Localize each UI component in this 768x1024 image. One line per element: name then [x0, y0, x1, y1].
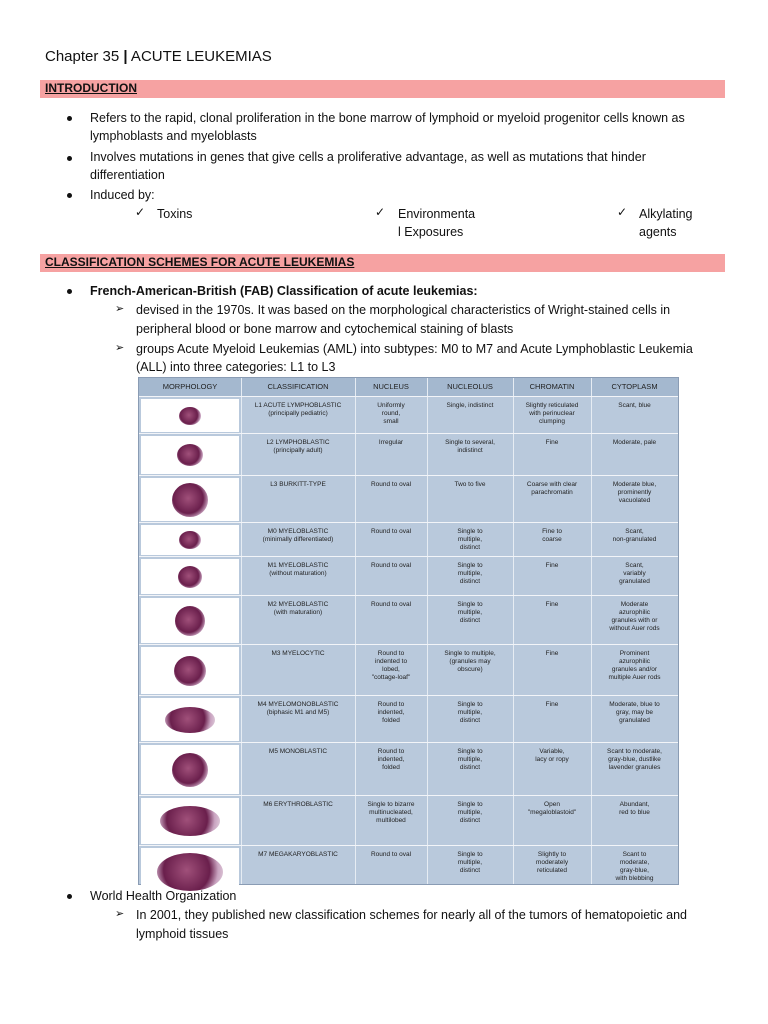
- cell-line: lacy or ropy: [535, 756, 569, 763]
- cell-class: [241, 562, 355, 578]
- bullet-dot: [67, 289, 72, 294]
- cell-line: Round to oval: [370, 481, 412, 488]
- cell-nucleus: [355, 601, 427, 609]
- cell-line: indented,: [377, 756, 405, 763]
- cell-line: with perinuclear: [529, 410, 575, 417]
- blast-cell-image: [178, 566, 202, 588]
- table-row: [139, 795, 678, 846]
- cell-line: multinucleated,: [369, 809, 413, 816]
- cell-cytoplasm: [591, 528, 678, 544]
- table-header: [139, 378, 678, 396]
- fab-sub2-line1: groups Acute Myeloid Leukemias (AML) into subtypes: M0 to M7 and Acute Lymphoblastic Leukemia: [136, 342, 693, 356]
- cell-nucleus: [355, 801, 427, 825]
- cell-line: Single to: [457, 562, 483, 569]
- cell-line: M5 MONOBLASTIC: [268, 748, 328, 755]
- cell-line: Scant to moderate,: [607, 748, 662, 755]
- fab-sub1-line2: peripheral blood or bone marrow and cytochemical staining of blasts: [136, 322, 514, 336]
- cell-micrograph: [141, 525, 239, 555]
- cell-line: folded: [382, 717, 400, 724]
- section-heading-introduction: INTRODUCTION: [45, 81, 137, 95]
- cell-class: [241, 801, 355, 809]
- cell-line: M7 MEGAKARYOBLASTIC: [258, 851, 338, 858]
- cell-nucleolus: [427, 439, 513, 455]
- blast-cell-image: [179, 531, 201, 549]
- table-row: [139, 433, 678, 476]
- cell-line: indented,: [377, 709, 405, 716]
- cell-nucleus: [355, 650, 427, 682]
- cell-line: multiple,: [457, 709, 483, 716]
- table-row: [139, 522, 678, 557]
- cell-chromatin: [513, 481, 591, 497]
- cell-micrograph: [141, 798, 239, 844]
- cell-line: Scant,: [625, 562, 644, 569]
- section-heading-classification: CLASSIFICATION SCHEMES FOR ACUTE LEUKEMIAS: [45, 255, 355, 269]
- fab-heading: French-American-British (FAB) Classification of acute leukemias:: [90, 284, 478, 298]
- cell-nucleus: [355, 402, 427, 426]
- cell-line: multiple,: [457, 570, 483, 577]
- cell-line: Slightly to: [537, 851, 567, 858]
- cell-chromatin: [513, 402, 591, 426]
- cell-class: [241, 439, 355, 455]
- cell-line: with blebbing: [615, 875, 654, 882]
- cell-line: vacuolated: [618, 497, 651, 504]
- blast-cell-image: [179, 407, 201, 425]
- blast-cell-image: [157, 853, 223, 891]
- cell-micrograph: [141, 698, 239, 741]
- cell-line: "cottage-loaf": [371, 674, 411, 681]
- cell-cytoplasm: [591, 402, 678, 410]
- cell-line: lavender granules: [608, 764, 661, 771]
- cell-line: Scant,: [625, 528, 644, 535]
- cell-cytoplasm: [591, 801, 678, 817]
- table-row: [139, 396, 678, 434]
- cell-nucleus: [355, 528, 427, 536]
- cell-line: Coarse with clear: [526, 481, 578, 488]
- cell-line: Round to: [377, 748, 405, 755]
- induced-env-1: Environmenta: [398, 207, 476, 221]
- cell-class: [241, 601, 355, 617]
- cell-nucleolus: [427, 851, 513, 875]
- cell-nucleolus: [427, 748, 513, 772]
- cell-class: [241, 650, 355, 658]
- cell-micrograph: [141, 559, 239, 594]
- cell-nucleolus: [427, 402, 513, 410]
- arrow-bullet-icon: ➢: [115, 908, 125, 920]
- cell-line: Moderate, pale: [612, 439, 657, 446]
- cell-line: Single, indistinct: [446, 402, 494, 409]
- cell-nucleolus: [427, 650, 513, 674]
- cell-line: L2 LYMPHOBLASTIC: [266, 439, 330, 446]
- cell-line: multiple,: [457, 756, 483, 763]
- cell-line: (principally adult): [273, 447, 323, 454]
- cell-line: multiple,: [457, 609, 483, 616]
- header-cytoplasm: CYTOPLASM: [611, 382, 658, 391]
- cell-line: Uniformly: [377, 402, 405, 409]
- cell-line: (with maturation): [273, 609, 323, 616]
- cell-nucleolus: [427, 562, 513, 586]
- induced-alk-2: agents: [639, 225, 677, 239]
- cell-line: granules with or: [611, 617, 658, 624]
- cell-line: Round to oval: [370, 528, 412, 535]
- cell-micrograph: [141, 745, 239, 794]
- fab-classification-table: [138, 377, 679, 885]
- cell-line: parachromatin: [531, 489, 573, 496]
- check-icon: ✓: [617, 205, 628, 219]
- cell-cytoplasm: [591, 748, 678, 772]
- cell-cytoplasm: [591, 601, 678, 633]
- cell-cytoplasm: [591, 439, 678, 447]
- cell-line: folded: [382, 764, 400, 771]
- who-sub-line2: lymphoid tissues: [136, 927, 229, 941]
- cell-line: Single to several,: [445, 439, 495, 446]
- cell-line: Scant to: [622, 851, 647, 858]
- check-icon: ✓: [135, 205, 146, 219]
- table-row: [139, 595, 678, 645]
- header-morphology: MORPHOLOGY: [162, 382, 218, 391]
- cell-nucleolus: [427, 701, 513, 725]
- cell-cytoplasm: [591, 481, 678, 505]
- cell-line: M3 MYELOCYTIC: [271, 650, 325, 657]
- cell-line: Round to: [377, 650, 405, 657]
- cell-chromatin: [513, 748, 591, 764]
- intro-bullet-2b: differentiation: [90, 168, 165, 182]
- chapter-number: Chapter 35: [45, 48, 124, 65]
- blast-cell-image: [160, 806, 220, 836]
- cell-line: gray, may be: [615, 709, 654, 716]
- cell-micrograph: [141, 436, 239, 474]
- cell-line: moderate,: [619, 859, 650, 866]
- cell-nucleus: [355, 748, 427, 772]
- cell-line: azurophilic: [618, 658, 651, 665]
- bullet-dot: [67, 193, 72, 198]
- cell-chromatin: [513, 801, 591, 817]
- cell-line: distinct: [459, 544, 481, 551]
- cell-line: coarse: [542, 536, 562, 543]
- cell-chromatin: [513, 851, 591, 875]
- cell-line: indistinct: [457, 447, 483, 454]
- cell-cytoplasm: [591, 701, 678, 725]
- cell-cytoplasm: [591, 851, 678, 883]
- intro-bullet-2a: Involves mutations in genes that give cells a proliferative advantage, as well as mutations that hinder: [90, 150, 646, 164]
- cell-class: [241, 701, 355, 717]
- table-row: [139, 742, 678, 796]
- cell-line: Moderate, blue to: [609, 701, 660, 708]
- intro-bullet-1b: lymphoblasts and myeloblasts: [90, 129, 257, 143]
- bullet-dot: [67, 894, 72, 899]
- cell-micrograph: [141, 399, 239, 432]
- cell-line: Single to: [457, 748, 483, 755]
- cell-micrograph: [141, 647, 239, 694]
- cell-line: Slightly reticulated: [525, 402, 579, 409]
- cell-line: (without maturation): [269, 570, 327, 577]
- cell-line: Abundant,: [619, 801, 650, 808]
- cell-line: reticulated: [537, 867, 567, 874]
- cell-line: Fine: [545, 562, 559, 569]
- cell-line: Scant, blue: [618, 402, 651, 409]
- table-row: [139, 644, 678, 696]
- cell-line: multiple Auer rods: [608, 674, 661, 681]
- cell-line: prominently: [617, 489, 652, 496]
- cell-line: small: [383, 418, 399, 425]
- section-band-classification: [40, 254, 725, 272]
- cell-micrograph: [141, 478, 239, 521]
- chapter-title: [45, 48, 272, 65]
- chapter-name: ACUTE LEUKEMIAS: [127, 48, 272, 65]
- cell-line: M0 MYELOBLASTIC: [267, 528, 329, 535]
- cell-line: multiple,: [457, 859, 483, 866]
- cell-nucleolus: [427, 481, 513, 489]
- cell-line: Round to oval: [370, 601, 412, 608]
- title-separator: |: [123, 48, 128, 65]
- cell-line: (principally pediatric): [268, 410, 328, 417]
- who-heading: World Health Organization: [90, 889, 237, 903]
- cell-nucleolus: [427, 528, 513, 552]
- cell-line: clumping: [538, 418, 565, 425]
- cell-line: M6 ERYTHROBLASTIC: [263, 801, 333, 808]
- cell-line: distinct: [459, 817, 481, 824]
- cell-line: lobed,: [382, 666, 400, 673]
- header-chromatin: CHROMATIN: [529, 382, 575, 391]
- induced-alk-1: Alkylating: [639, 207, 693, 221]
- cell-chromatin: [513, 601, 591, 609]
- cell-micrograph: [141, 598, 239, 643]
- cell-line: (granules may: [449, 658, 491, 665]
- table-row: [139, 695, 678, 743]
- cell-line: granules and/or: [611, 666, 658, 673]
- section-band-introduction: [40, 80, 725, 98]
- blast-cell-image: [165, 707, 215, 733]
- cell-line: Moderate: [620, 601, 649, 608]
- header-classification: CLASSIFICATION: [267, 382, 329, 391]
- intro-bullet-1a: Refers to the rapid, clonal proliferation in the bone marrow of lymphoid or myeloid progenitor cells known as: [90, 111, 685, 125]
- cell-cytoplasm: [591, 650, 678, 682]
- cell-line: Single to: [457, 601, 483, 608]
- cell-line: gray-blue,: [620, 867, 649, 874]
- cell-line: Open: [544, 801, 560, 808]
- cell-line: multiple,: [457, 809, 483, 816]
- cell-chromatin: [513, 562, 591, 570]
- cell-line: M4 MYELOMONOBLASTIC: [257, 701, 339, 708]
- arrow-bullet-icon: ➢: [115, 342, 125, 354]
- cell-line: Prominent: [619, 650, 650, 657]
- cell-line: Single to: [457, 801, 483, 808]
- cell-line: Two to five: [454, 481, 486, 488]
- cell-nucleus: [355, 562, 427, 570]
- cell-line: Fine: [545, 650, 559, 657]
- check-icon: ✓: [375, 205, 386, 219]
- cell-line: M1 MYELOBLASTIC: [267, 562, 329, 569]
- cell-line: M2 MYELOBLASTIC: [267, 601, 329, 608]
- cell-nucleus: [355, 701, 427, 725]
- cell-line: Moderate blue,: [612, 481, 657, 488]
- table-row: [139, 475, 678, 523]
- cell-line: Single to: [457, 851, 483, 858]
- cell-nucleolus: [427, 601, 513, 625]
- who-sub-line1: In 2001, they published new classification schemes for nearly all of the tumors of hematopoietic and: [136, 908, 688, 922]
- cell-line: azurophilic: [618, 609, 651, 616]
- cell-class: [241, 528, 355, 544]
- induced-toxins: Toxins: [157, 207, 193, 221]
- cell-line: without Auer rods: [609, 625, 660, 632]
- cell-line: distinct: [459, 578, 481, 585]
- header-nucleolus: NUCLEOLUS: [447, 382, 493, 391]
- cell-chromatin: [513, 701, 591, 709]
- cell-chromatin: [513, 528, 591, 544]
- cell-line: multiple,: [457, 536, 483, 543]
- cell-line: Single to multiple,: [444, 650, 496, 657]
- cell-line: granulated: [619, 717, 650, 724]
- cell-nucleus: [355, 851, 427, 859]
- arrow-bullet-icon: ➢: [115, 303, 125, 315]
- bullet-dot: [67, 156, 72, 161]
- cell-line: Single to bizarre: [367, 801, 415, 808]
- cell-line: (minimally differentiated): [262, 536, 334, 543]
- fab-sub1-line1: devised in the 1970s. It was based on the morphological characteristics of Wright-stained cells in: [136, 303, 671, 317]
- cell-line: variably: [623, 570, 646, 577]
- cell-nucleus: [355, 481, 427, 489]
- cell-line: distinct: [459, 717, 481, 724]
- cell-line: (biphasic M1 and M5): [266, 709, 330, 716]
- cell-line: Variable,: [539, 748, 565, 755]
- blast-cell-image: [172, 753, 208, 787]
- cell-line: Round to oval: [370, 851, 412, 858]
- cell-line: red to blue: [619, 809, 650, 816]
- cell-line: Round to oval: [370, 562, 412, 569]
- header-nucleus: NUCLEUS: [373, 382, 409, 391]
- cell-line: distinct: [459, 764, 481, 771]
- cell-cytoplasm: [591, 562, 678, 586]
- cell-line: gray-blue, dustlike: [608, 756, 661, 763]
- cell-chromatin: [513, 439, 591, 447]
- fab-sub2-line2: (ALL) into three categories: L1 to L3: [136, 360, 336, 374]
- blast-cell-image: [175, 606, 205, 636]
- induced-env-2: l Exposures: [398, 225, 464, 239]
- cell-nucleolus: [427, 801, 513, 825]
- cell-line: distinct: [459, 867, 481, 874]
- cell-line: indented to: [374, 658, 408, 665]
- cell-line: "megaloblastoid": [527, 809, 577, 816]
- cell-class: [241, 748, 355, 756]
- cell-line: Fine to: [542, 528, 562, 535]
- cell-line: non-granulated: [612, 536, 657, 543]
- cell-line: Fine: [545, 701, 559, 708]
- cell-line: moderately: [535, 859, 569, 866]
- cell-line: Round to: [377, 701, 405, 708]
- cell-line: granulated: [619, 578, 650, 585]
- blast-cell-image: [174, 656, 206, 686]
- blast-cell-image: [177, 444, 203, 466]
- cell-line: L1 ACUTE LYMPHOBLASTIC: [254, 402, 342, 409]
- cell-chromatin: [513, 650, 591, 658]
- cell-class: [241, 402, 355, 418]
- cell-class: [241, 851, 355, 859]
- table-row: [139, 556, 678, 596]
- cell-line: Fine: [545, 601, 559, 608]
- blast-cell-image: [172, 483, 208, 517]
- cell-line: Single to: [457, 701, 483, 708]
- cell-line: round,: [381, 410, 401, 417]
- cell-line: obscure): [457, 666, 483, 673]
- cell-class: [241, 481, 355, 489]
- cell-line: Irregular: [378, 439, 404, 446]
- cell-line: distinct: [459, 617, 481, 624]
- cell-line: multilobed: [376, 817, 406, 824]
- cell-line: Fine: [545, 439, 559, 446]
- intro-bullet-3: Induced by:: [90, 188, 155, 202]
- cell-line: Single to: [457, 528, 483, 535]
- bullet-dot: [67, 116, 72, 121]
- cell-nucleus: [355, 439, 427, 447]
- cell-line: L3 BURKITT-TYPE: [270, 481, 326, 488]
